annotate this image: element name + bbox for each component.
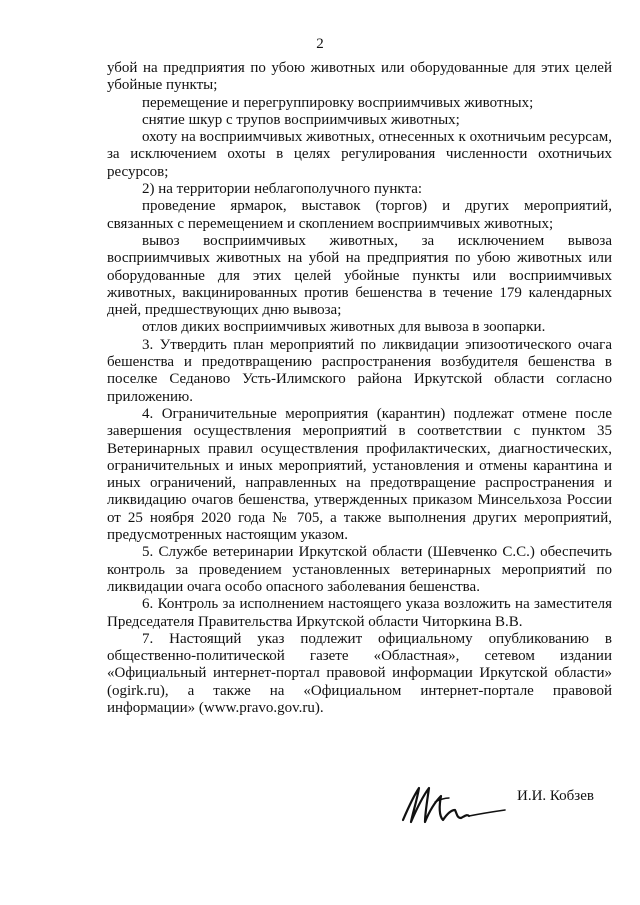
paragraph-hunting: охоту на восприимчивых животных, отнесенных к охотничьим ресурсам, за исключением охоты в целях регулирования численности охотничьих ресурсов; <box>107 129 612 180</box>
paragraph-slaughter-continuation: убой на предприятия по убою животных или оборудованные для этих целей убойные пункты; <box>107 60 612 94</box>
signer-name: И.И. Кобзев <box>517 788 594 804</box>
paragraph-item-3: 3. Утвердить план мероприятий по ликвидации эпизоотического очага бешенства и предотвращению распространения возбудителя бешенства в поселке Седаново Усть-Илимского района Иркутской области согласно приложению. <box>107 336 612 405</box>
document-body <box>107 60 612 717</box>
paragraph-item-6: 6. Контроль за исполнением настоящего указа возложить на заместителя Председателя Правительства Иркутской области Читоркина В.В. <box>107 596 612 630</box>
paragraph-infected-territory: 2) на территории неблагополучного пункта: <box>142 181 423 198</box>
paragraph-item-4: 4. Ограничительные мероприятия (карантин) подлежат отмене после завершения осуществления мероприятий в соответствии с пунктом 35 Ветеринарных правил осуществления профилактических, диагностических, ограничительных и иных мероприятий, установления и отмены карантина и иных ограничений, направленных на предотвращение распространения и ликвидацию очагов бешенства, утвержденных приказом Минсельхоза России от 25 ноября 2020 года № 705, а также выполнения других мероприятий, предусмотренных настоящим указом. <box>107 405 612 544</box>
paragraph-wild-capture: отлов диких восприимчивых животных для вывоза в зоопарки. <box>142 319 546 336</box>
paragraph-fairs: проведение ярмарок, выставок (торгов) и других мероприятий, связанных с перемещением и скоплением восприимчивых животных; <box>107 198 612 232</box>
paragraph-skinning: снятие шкур с трупов восприимчивых животных; <box>142 111 460 128</box>
paragraph-item-5: 5. Службе ветеринарии Иркутской области (Шевченко С.С.) обеспечить контроль за проведением установленных ветеринарных мероприятий по ликвидации очага особо опасного заболевания бешенства. <box>107 544 612 595</box>
signature-block <box>395 776 615 836</box>
page-number: 2 <box>316 36 324 52</box>
paragraph-item-7: 7. Настоящий указ подлежит официальному опубликованию в общественно-политической газете «Областная», сетевом издании «Официальный интернет-портал правовой информации Иркутской области» (ogirk.ru), а также на «Официальном интернет-портале правовой информации» (www.pravo.gov.ru). <box>107 630 612 716</box>
paragraph-export: вывоз восприимчивых животных, за исключением вывоза восприимчивых животных на убой на предприятия по убою животных или оборудованные для этих целей убойные пункты или восприимчивых животных, вакцинированных против бешенства в течение 179 календарных дней, предшествующих дню вывоза; <box>107 232 612 319</box>
handwritten-signature-icon <box>395 776 515 834</box>
paragraph-regrouping: перемещение и перегруппировку восприимчивых животных; <box>142 94 534 111</box>
